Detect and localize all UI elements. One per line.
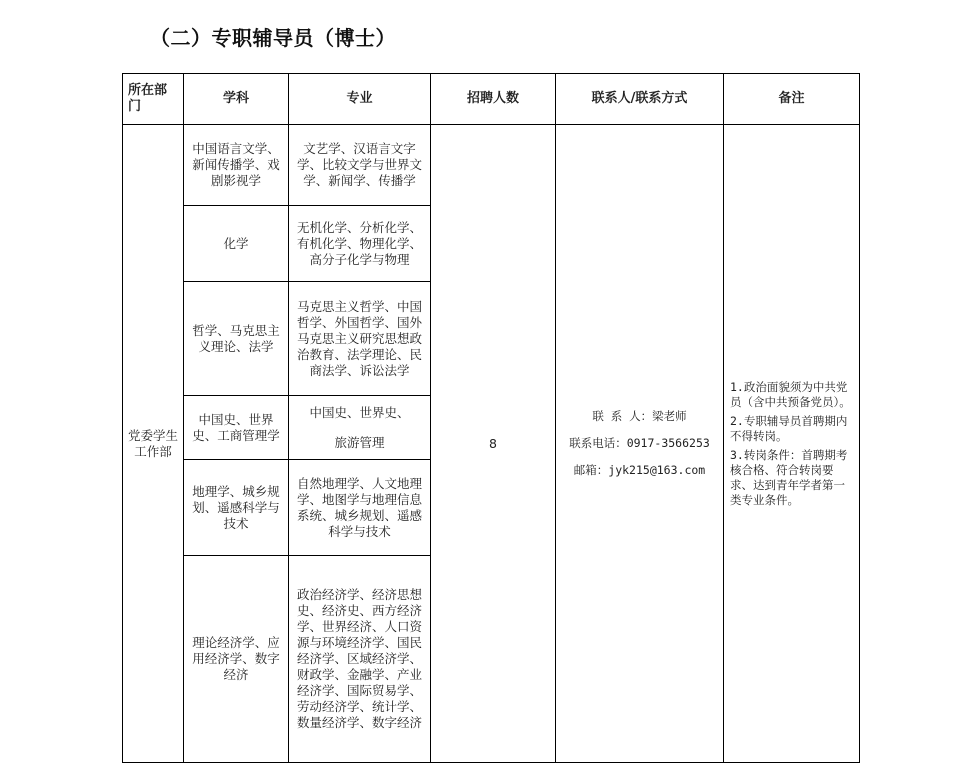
major-cell: 马克思主义哲学、中国哲学、外国哲学、国外马克思主义研究思想政治教育、法学理论、民商法学、诉讼法学 [289,282,431,396]
recruitment-table [122,73,860,763]
header-count: 招聘人数 [431,74,556,125]
count-cell: 8 [431,125,556,763]
major-cell: 文艺学、汉语言文字学、比较文学与世界文学、新闻学、传播学 [289,125,431,206]
section-heading: （二）专职辅导员（博士） [150,26,396,50]
discipline-cell: 化学 [184,206,289,282]
note-item: 2.专职辅导员首聘期内不得转岗。 [730,413,848,443]
discipline-cell: 哲学、马克思主义理论、法学 [184,282,289,396]
major-cell: 政治经济学、经济思想史、经济史、西方经济学、世界经济、人口资源与环境经济学、国民经济学、区域经济学、财政学、金融学、产业经济学、国际贸易学、劳动经济学、统计学、数量经济学、数字经济 [289,556,431,763]
discipline-cell: 中国史、世界史、工商管理学 [184,396,289,460]
department-cell: 党委学生工作部 [123,125,184,763]
major-line: 中国史、世界史、 [309,404,410,420]
discipline-cell: 中国语言文学、新闻传播学、戏剧影视学 [184,125,289,206]
discipline-cell: 地理学、城乡规划、遥感科学与技术 [184,460,289,556]
contact-phone: 联系电话：0917-3566253 [569,436,710,450]
header-discipline: 学科 [184,74,289,125]
discipline-cell: 理论经济学、应用经济学、数字经济 [184,556,289,763]
major-cell: 自然地理学、人文地理学、地图学与地理信息系统、城乡规划、遥感科学与技术 [289,460,431,556]
major-line: 旅游管理 [334,434,385,450]
header-notes: 备注 [724,74,860,125]
major-cell [289,396,431,460]
contact-email: 邮箱：jyk215@163.com [573,463,706,477]
note-item: 3.转岗条件：首聘期考核合格、符合转岗要求、达到青年学者第一类专业条件。 [730,447,848,507]
contact-cell [556,125,724,763]
notes-cell [724,125,860,763]
header-department: 所在部门 [123,74,184,125]
table-row [123,125,860,206]
major-cell: 无机化学、分析化学、有机化学、物理化学、高分子化学与物理 [289,206,431,282]
header-contact: 联系人/联系方式 [556,74,724,125]
contact-person: 联 系 人：梁老师 [592,409,687,423]
table-header-row [123,74,860,125]
header-major: 专业 [289,74,431,125]
note-item: 1.政治面貌须为中共党员（含中共预备党员）。 [730,379,851,409]
